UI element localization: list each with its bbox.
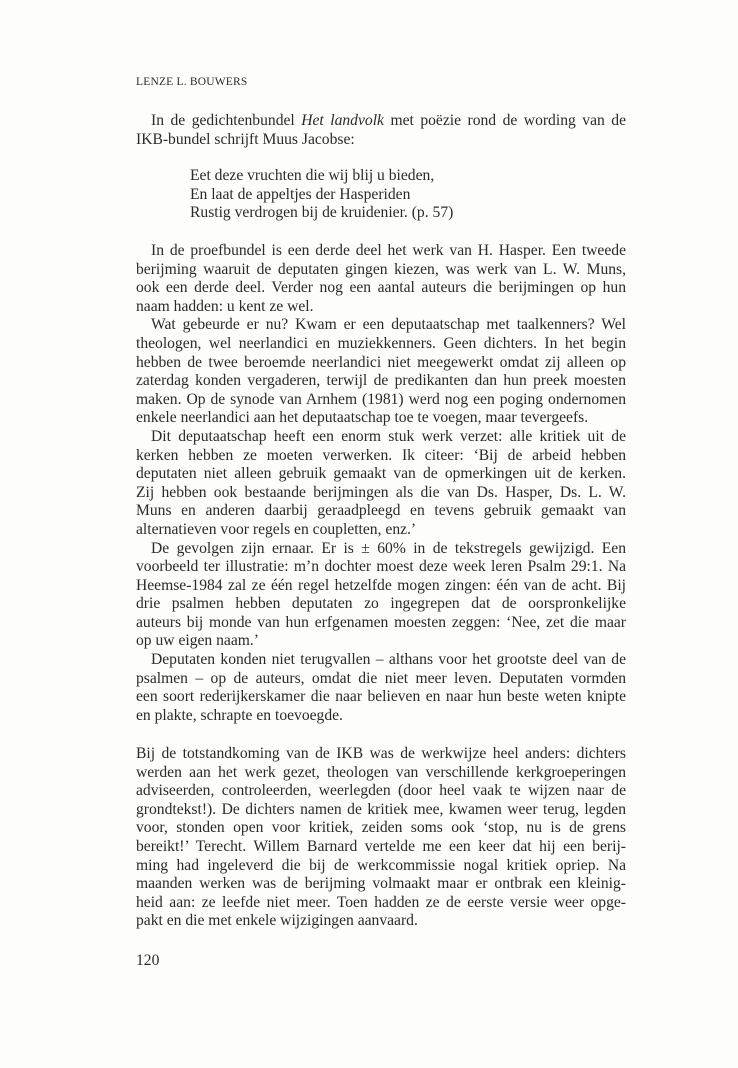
section-2 [136, 745, 626, 931]
poem-quote [190, 167, 453, 223]
paragraph [136, 651, 626, 725]
paragraph [136, 540, 626, 652]
intro-line-1 [136, 112, 626, 131]
text-line: grondtekst!). De dichters namen de kritiek mee, kwamen weer terug, legden [136, 800, 626, 818]
text-line: een soort rederijkerskamer die naar believen en naar hun beste weten knipte [136, 688, 626, 706]
text-line: en plakte, schrapte en toevoegde. [136, 706, 343, 724]
text-line: Bij de totstandkoming van de IKB was de werkwijze heel anders: dichters [136, 745, 626, 762]
text-line: maanden werken was de berijming volmaakt maar er ontbrak een kleinig- [136, 875, 626, 893]
poem-line: Rustig verdrogen bij de kruidenier. (p. 57) [190, 204, 454, 222]
text-line: Heemse-1984 zal ze één regel hetzelfde mogen zingen: één van de acht. Bij [136, 576, 626, 594]
paragraph [136, 242, 626, 316]
text-line: psalmen – op de auteurs, omdat die niet meer leven. Deputaten vormden [136, 669, 626, 687]
text-line: hebben de twee beroemde neerlandici niet meegewerkt omdat zij alleen op [136, 353, 626, 371]
text-line: werden aan het werk gezet, theologen van verschillende kerkgroeperingen [136, 763, 626, 781]
text-line: naam hadden: u kent ze wel. [136, 297, 314, 315]
text-line: voor, stonden open voor kritiek, zeiden soms ook ‘stop, nu is de grens [136, 819, 626, 837]
poem-line: En laat de appeltjes der Hasperiden [190, 185, 411, 203]
intro-line-2: IKB-bundel schrijft Muus Jacobse: [136, 130, 355, 148]
text-line: Wat gebeurde er nu? Kwam er een deputaatschap met taalkenners? Wel [151, 316, 626, 334]
text-line: Deputaten konden niet terugvallen – althans voor het grootste deel van de [151, 651, 626, 669]
intro-text: met poëzie rond de wording van de [383, 112, 627, 129]
text-line: maken. Op de synode van Arnhem (1981) werd nog een poging ondernomen [136, 390, 626, 408]
text-line: Dit deputaatschap heeft een enorm stuk werk verzet: alle kritiek uit de [151, 427, 626, 445]
text-line: voorbeeld ter illustratie: m’n dochter moest deze week leren Psalm 29:1. Na [136, 558, 626, 576]
book-title: Het landvolk [301, 112, 384, 129]
text-line: zaterdag konden vergaderen, terwijl de predikanten dan hun preek moesten [136, 372, 626, 390]
text-line: kerken hebben ze moeten verwerken. Ik citeer: ‘Bij de arbeid hebben [136, 446, 626, 464]
running-header: LENZE L. BOUWERS [136, 76, 248, 88]
text-line: berijming waaruit de deputaten gingen kiezen, was werk van L. W. Muns, [136, 260, 626, 278]
intro-paragraph [136, 112, 626, 149]
text-line: bereikt!’ Terecht. Willem Barnard vertelde me een keer dat hij een berij- [136, 837, 626, 855]
text-line: ook een derde deel. Verder nog een aantal auteurs die berijmingen op hun [136, 279, 626, 297]
text-line: De gevolgen zijn ernaar. Er is ± 60% in de tekstregels gewijzigd. Een [151, 539, 626, 557]
text-line: ming had ingeleverd die bij de werkcommissie nogal kritiek opriep. Na [136, 856, 626, 874]
text-line: theologen, wel neerlandici en muziekkenners. Geen dichters. In het begin [136, 334, 626, 352]
paragraph [136, 316, 626, 428]
text-line: enkele neerlandici aan het deputaatschap toe te voegen, maar tevergeefs. [136, 409, 589, 427]
paragraph [136, 745, 626, 931]
intro-text: In de gedichtenbundel [151, 112, 302, 129]
text-line: In de proefbundel is een derde deel het werk van H. Hasper. Een tweede [151, 242, 626, 259]
poem-line: Eet deze vruchten die wij blij u bieden, [190, 167, 435, 184]
text-line: Zij hebben ook bestaande berijmingen als die van Ds. Hasper, Ds. L. W. [136, 483, 626, 501]
text-line: heid aan: ze leefde niet meer. Toen hadden ze de eerste versie weer opge- [136, 893, 626, 911]
text-line: pakt en die met enkele wijzigingen aanvaard. [136, 912, 418, 930]
text-line: drie psalmen hebben deputaten zo ingegrepen dat de oorspronkelijke [136, 595, 626, 613]
paragraph [136, 428, 626, 540]
text-line: alternatieven voor regels en coupletten, enz.’ [136, 520, 417, 538]
text-line: deputaten niet alleen gebruik gemaakt van de opmerkingen uit de kerken. [136, 465, 626, 483]
section-1 [136, 242, 626, 725]
text-line: adviseerden, controleerden, weerlegden (door heel vaak te wijzen naar de [136, 782, 626, 800]
text-line: auteurs bij monde van hun erfgenamen moesten zeggen: ‘Nee, zet die maar [136, 613, 626, 631]
text-line: op uw eigen naam.’ [136, 632, 259, 650]
page-number: 120 [136, 952, 160, 969]
text-line: Muns en anderen daarbij geraadpleegd en tevens gebruik gemaakt van [136, 502, 626, 520]
